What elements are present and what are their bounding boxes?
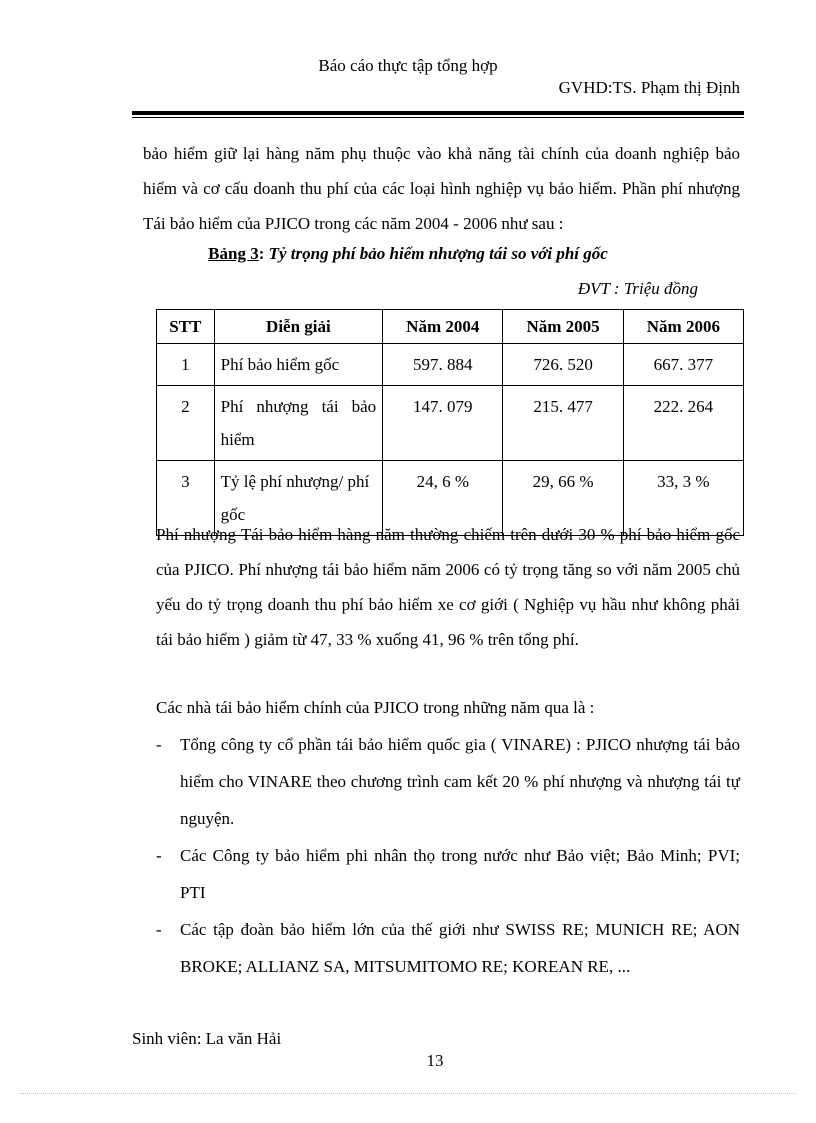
list-item-text: Các tập đoàn bảo hiểm lớn của thế giới như SWISS RE; MUNICH RE; AON BROKE; ALLIANZ SA, MITSUMITOMO RE; KOREAN RE, ... — [180, 920, 740, 976]
header-year-2006: Năm 2006 — [623, 310, 743, 344]
header-rule-thick — [132, 111, 744, 115]
table-header-row — [157, 310, 744, 344]
page-bottom-divider — [20, 1093, 796, 1094]
cell-value-2005: 215. 477 — [503, 386, 623, 461]
list-item-text: Tổng công ty cổ phần tái bảo hiểm quốc gia ( VINARE) : PJICO nhượng tái bảo hiểm cho VINARE theo chương trình cam kết 20 % phí nhượng và nhượng tái tự nguyện. — [180, 735, 740, 828]
list-item — [156, 837, 740, 911]
list-item — [156, 911, 740, 985]
cell-value-2006: 33, 3 % — [623, 461, 743, 536]
paragraph-reinsurers-intro: Các nhà tái bảo hiểm chính của PJICO trong những năm qua là : — [156, 698, 595, 717]
bullet-dash: - — [156, 920, 162, 939]
header-description: Diễn giải — [214, 310, 382, 344]
table-caption-separator: : — [258, 244, 269, 263]
bullet-dash: - — [156, 735, 162, 754]
cell-value-2005: 29, 66 % — [503, 461, 623, 536]
list-item — [156, 726, 740, 837]
table-unit: ĐVT : Triệu đồng — [577, 279, 698, 298]
cell-stt: 1 — [157, 344, 215, 386]
cell-value-2006: 222. 264 — [623, 386, 743, 461]
paragraph-intro: bảo hiểm giữ lại hàng năm phụ thuộc vào khả năng tài chính của doanh nghiệp bảo hiểm và cơ cấu doanh thu phí của các loại hình nghiệp vụ bảo hiểm. Phần phí nhượng Tái bảo hiểm của PJICO trong các năm 2004 - 2006 như sau : — [143, 144, 740, 233]
table-row — [157, 344, 744, 386]
table-caption — [0, 244, 816, 264]
header-advisor: GVHD:TS. Phạm thị Định — [558, 78, 740, 97]
table-caption-title: Tỷ trọng phí bảo hiểm nhượng tái so với phí gốc — [268, 244, 608, 263]
header-title: Báo cáo thực tập tổng hợp — [318, 56, 498, 75]
list-item-text: Các Công ty bảo hiểm phi nhân thọ trong nước như Bảo việt; Bảo Minh; PVI; PTI — [180, 846, 740, 902]
reinsurance-table — [156, 309, 744, 536]
bullet-dash: - — [156, 846, 162, 865]
cell-stt: 3 — [157, 461, 215, 536]
cell-stt: 2 — [157, 386, 215, 461]
cell-value-2004: 147. 079 — [383, 386, 503, 461]
paragraph-analysis: Phí nhượng Tái bảo hiểm hàng năm thường chiếm trên dưới 30 % phí bảo hiểm gốc của PJICO. Phí nhượng tái bảo hiểm năm 2006 có tỷ trọng tăng so với năm 2005 chủ yếu do tỷ trọng doanh thu phí bảo hiểm xe cơ giới ( Nghiệp vụ hầu như không phải tái bảo hiểm ) giảm từ 47, 33 % xuống 41, 96 % trên tổng phí. — [156, 525, 740, 649]
cell-description: Phí nhượng tái bảo hiểm — [214, 386, 382, 461]
header-year-2005: Năm 2005 — [503, 310, 623, 344]
cell-description: Phí bảo hiểm gốc — [214, 344, 382, 386]
header-rule-thin — [132, 117, 744, 118]
table-caption-label: Bảng 3 — [208, 244, 259, 263]
header-stt: STT — [157, 310, 215, 344]
cell-value-2006: 667. 377 — [623, 344, 743, 386]
cell-description: Tỷ lệ phí nhượng/ phí gốc — [214, 461, 382, 536]
footer-student: Sinh viên: La văn Hải — [132, 1029, 282, 1048]
cell-value-2005: 726. 520 — [503, 344, 623, 386]
cell-value-2004: 597. 884 — [383, 344, 503, 386]
table-row — [157, 386, 744, 461]
header-year-2004: Năm 2004 — [383, 310, 503, 344]
cell-value-2004: 24, 6 % — [383, 461, 503, 536]
page-number: 13 — [426, 1051, 444, 1070]
reinsurer-list — [156, 726, 740, 985]
